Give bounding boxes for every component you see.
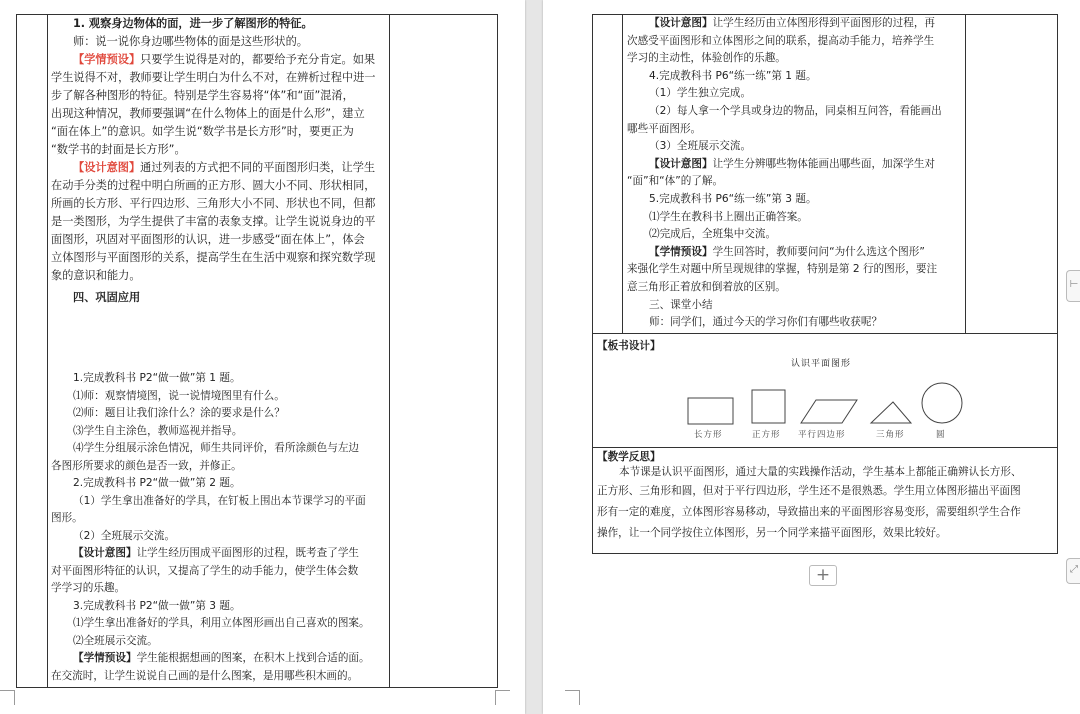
design-para-line [627,15,965,33]
preset-para-line [51,51,387,69]
design-para-line: 在动手分类的过程中明白所画的正方形、圆大小不同、形状相同， [51,179,376,192]
preset-para-line [51,650,387,668]
board-heading: 认识平面图形 [791,359,852,369]
margin-corner-mark [565,690,580,705]
shape-label: 长方形 [694,430,723,440]
design-tag: 【设计意图】 [649,17,713,29]
section-heading: 三、课堂小结 [649,298,713,311]
lesson-table-left [16,14,498,688]
side-expand-icon[interactable]: ⤢ [1066,558,1080,584]
design-para-line [51,545,387,563]
design-para-line: 立体图形与平面图形的关系，提高学生在生活中观察和探究数学现 [51,251,376,264]
exercise-step: （2）全班展示交流。 [73,529,176,542]
margin-corner-mark [0,690,15,705]
exercise-step: （3）全班展示交流。 [649,140,752,153]
class-summary: 师：同学们，通过今天的学习你们有哪些收获呢？ [649,316,883,329]
design-para-line: 所画的长方形、平行四边形、三角形大小不同、形状也不同，但都 [51,197,376,210]
exercise-step: 各图形所要求的颜色是否一致，并修正。 [51,459,242,472]
exercise-step: ⑵完成后，全班集中交流。 [649,228,777,241]
shape-label: 正方形 [752,430,781,440]
design-para-line: 学习的主动性，体验创作的乐趣。 [627,52,786,65]
heading-observe: 1. 观察身边物体的面，进一步了解图形的特征。 [73,17,313,30]
board-design-title: 【板书设计】 [597,340,661,352]
text: 让学生分辨哪些物体能画出哪些面，加深学生对 [712,157,936,170]
text: 学生回答时，教师要问问“为什么选这个图形” [712,245,925,258]
exercise-step: ⑵师：题目让我们涂什么？涂的要求是什么？ [73,407,285,419]
circle-shape [922,383,962,423]
exercise-item: 5.完成教科书 P6“练一练”第 3 题。 [649,192,817,205]
text: 学生能根据想画的图案，在积木上找到合适的面。 [136,652,370,664]
design-para-line: 象的意识和能力。 [51,269,141,282]
square-shape [752,390,785,423]
reflection-content [597,450,1055,544]
left-cell-content-2 [51,370,387,685]
margin-corner-mark [495,690,510,705]
reflection-line: 操作，让一个同学按住立体图形，另一个同学来描平面图形，效果比较好。 [597,527,947,539]
design-para-line: 面图形，巩固对平面图形的认识，进一步感受“面在体上”，体会 [51,233,365,246]
reflection-line: 正方形、三角形和圆，但对于平行四边形，学生还不是很熟悉。学生用立体图形描出平面图 [597,485,1021,497]
design-para-line: 是一类图形，为学生提供了丰富的表象支撑。让学生说说身边的平 [51,215,376,228]
exercise-step: ⑴师：观察情境图，说一说情境图里有什么。 [73,389,285,402]
preset-para-line [627,244,965,262]
preset-tag: 【学情预设】 [649,245,713,258]
preset-para-line: “数学书的封面是长方形”。 [51,143,186,156]
exercise-item: 2.完成教科书 P2“做一做”第 2 题。 [73,477,241,489]
section-heading: 四、巩固应用 [73,291,141,304]
design-para-line: 对平面图形特征的认识，又提高了学生的动手能力，使学生体会数 [51,564,359,577]
reflection-line: 形有一定的难度，立体图形容易移动，导致描出来的平面图形容易变形，需要组织学生合作 [597,506,1021,518]
shape-label: 圆 [936,430,946,440]
preset-para-line: 步了解各种图形的特征。特别是学生容易将“体”和“面”混淆， [51,89,354,102]
table-row-divider [593,447,1057,448]
design-para-line: “面”和“体”的了解。 [627,175,724,188]
exercise-item: 4.完成教科书 P6“练一练”第 1 题。 [649,69,817,82]
table-column-divider [622,15,623,333]
design-para-line [51,159,387,177]
design-para-line: 次感受平面图形和立体图形之间的联系，提高动手能力，培养学生 [627,34,935,47]
design-tag: 【设计意图】 [73,161,141,174]
text: 让学生经历围成平面图形的过程，既考查了学生 [136,547,360,559]
table-column-divider [47,15,48,687]
table-row-divider [593,333,1057,334]
shape-label: 三角形 [876,430,905,440]
design-tag: 【设计意图】 [649,157,713,170]
exercise-step: ⑷学生分组展示涂色情况，师生共同评价，看所涂颜色与左边 [73,442,360,454]
add-page-button[interactable]: + [809,565,837,586]
text: 让学生经历由立体图形得到平面图形的过程，再 [712,17,936,29]
preset-para-line: 意三角形正着放和倒着放的区别。 [627,280,786,293]
exercise-item: 1.完成教科书 P2“做一做”第 1 题。 [73,372,241,384]
text: 通过列表的方式把不同的平面图形归类，让学生 [140,161,376,174]
design-para-line [627,156,965,174]
text: 只要学生说得是对的，都要给予充分肯定。如果 [140,53,376,66]
preset-para-line: 学生说得不对，教师要让学生明白为什么不对，在辨析过程中进一 [51,71,376,84]
design-tag: 【设计意图】 [73,547,137,559]
triangle-shape [871,402,911,423]
preset-tag: 【学情预设】 [73,53,141,66]
preset-tag: 【学情预设】 [73,652,137,664]
rectangle-shape [688,398,733,424]
exercise-step: ⑴学生拿出准备好的学具，利用立体图形画出自己喜欢的图案。 [73,617,370,629]
exercise-step: ⑵全班展示交流。 [73,634,158,647]
exercise-step: （2）每人拿一个学具或身边的物品，同桌相互问答，看能画出 [649,104,942,117]
exercise-step: ⑶学生自主涂色，教师巡视并指导。 [73,424,243,437]
preset-para-line: “面在体上”的意识。如学生说“数学书是长方形”时，要更正为 [51,125,354,138]
exercise-item: 3.完成教科书 P2“做一做”第 3 题。 [73,599,241,612]
exercise-step: 图形。 [51,512,83,524]
reflection-title: 【教学反思】 [597,451,661,463]
exercise-step: （1）学生独立完成。 [649,87,752,100]
parallelogram-shape [801,400,857,423]
lesson-table-right [592,14,1058,554]
side-panel-toggle-icon[interactable]: ⊢ [1066,270,1080,302]
table-column-divider [965,15,966,333]
right-cell-content [627,15,965,332]
design-para-line: 学学习的乐趣。 [51,582,126,594]
preset-para-line: 在交流时，让学生说说自己画的是什么图案，是用哪些积木画的。 [51,669,359,682]
exercise-step: ⑴学生在教科书上圈出正确答案。 [649,210,808,223]
document-page-left [0,0,525,714]
left-cell-content [51,15,387,307]
preset-para-line: 来强化学生对题中所呈现规律的掌握，特别是第 2 行的图形，要注 [627,263,938,276]
table-column-divider [389,15,390,687]
teacher-question: 师：说一说你身边哪些物体的面是这些形状的。 [73,35,308,48]
exercise-step: （1）学生拿出准备好的学具，在钉板上围出本节课学习的平面 [73,494,366,507]
document-page-right [543,0,1080,714]
preset-para-line: 出现这种情况，教师要强调“在什么物体上的面是什么形”，建立 [51,107,365,120]
reflection-line: 本节课是认识平面图形，通过大量的实践操作活动，学生基本上都能正确辨认长方形、 [619,466,1022,478]
shape-label: 平行四边形 [798,430,846,440]
exercise-step: 哪些平面图形。 [627,122,702,135]
